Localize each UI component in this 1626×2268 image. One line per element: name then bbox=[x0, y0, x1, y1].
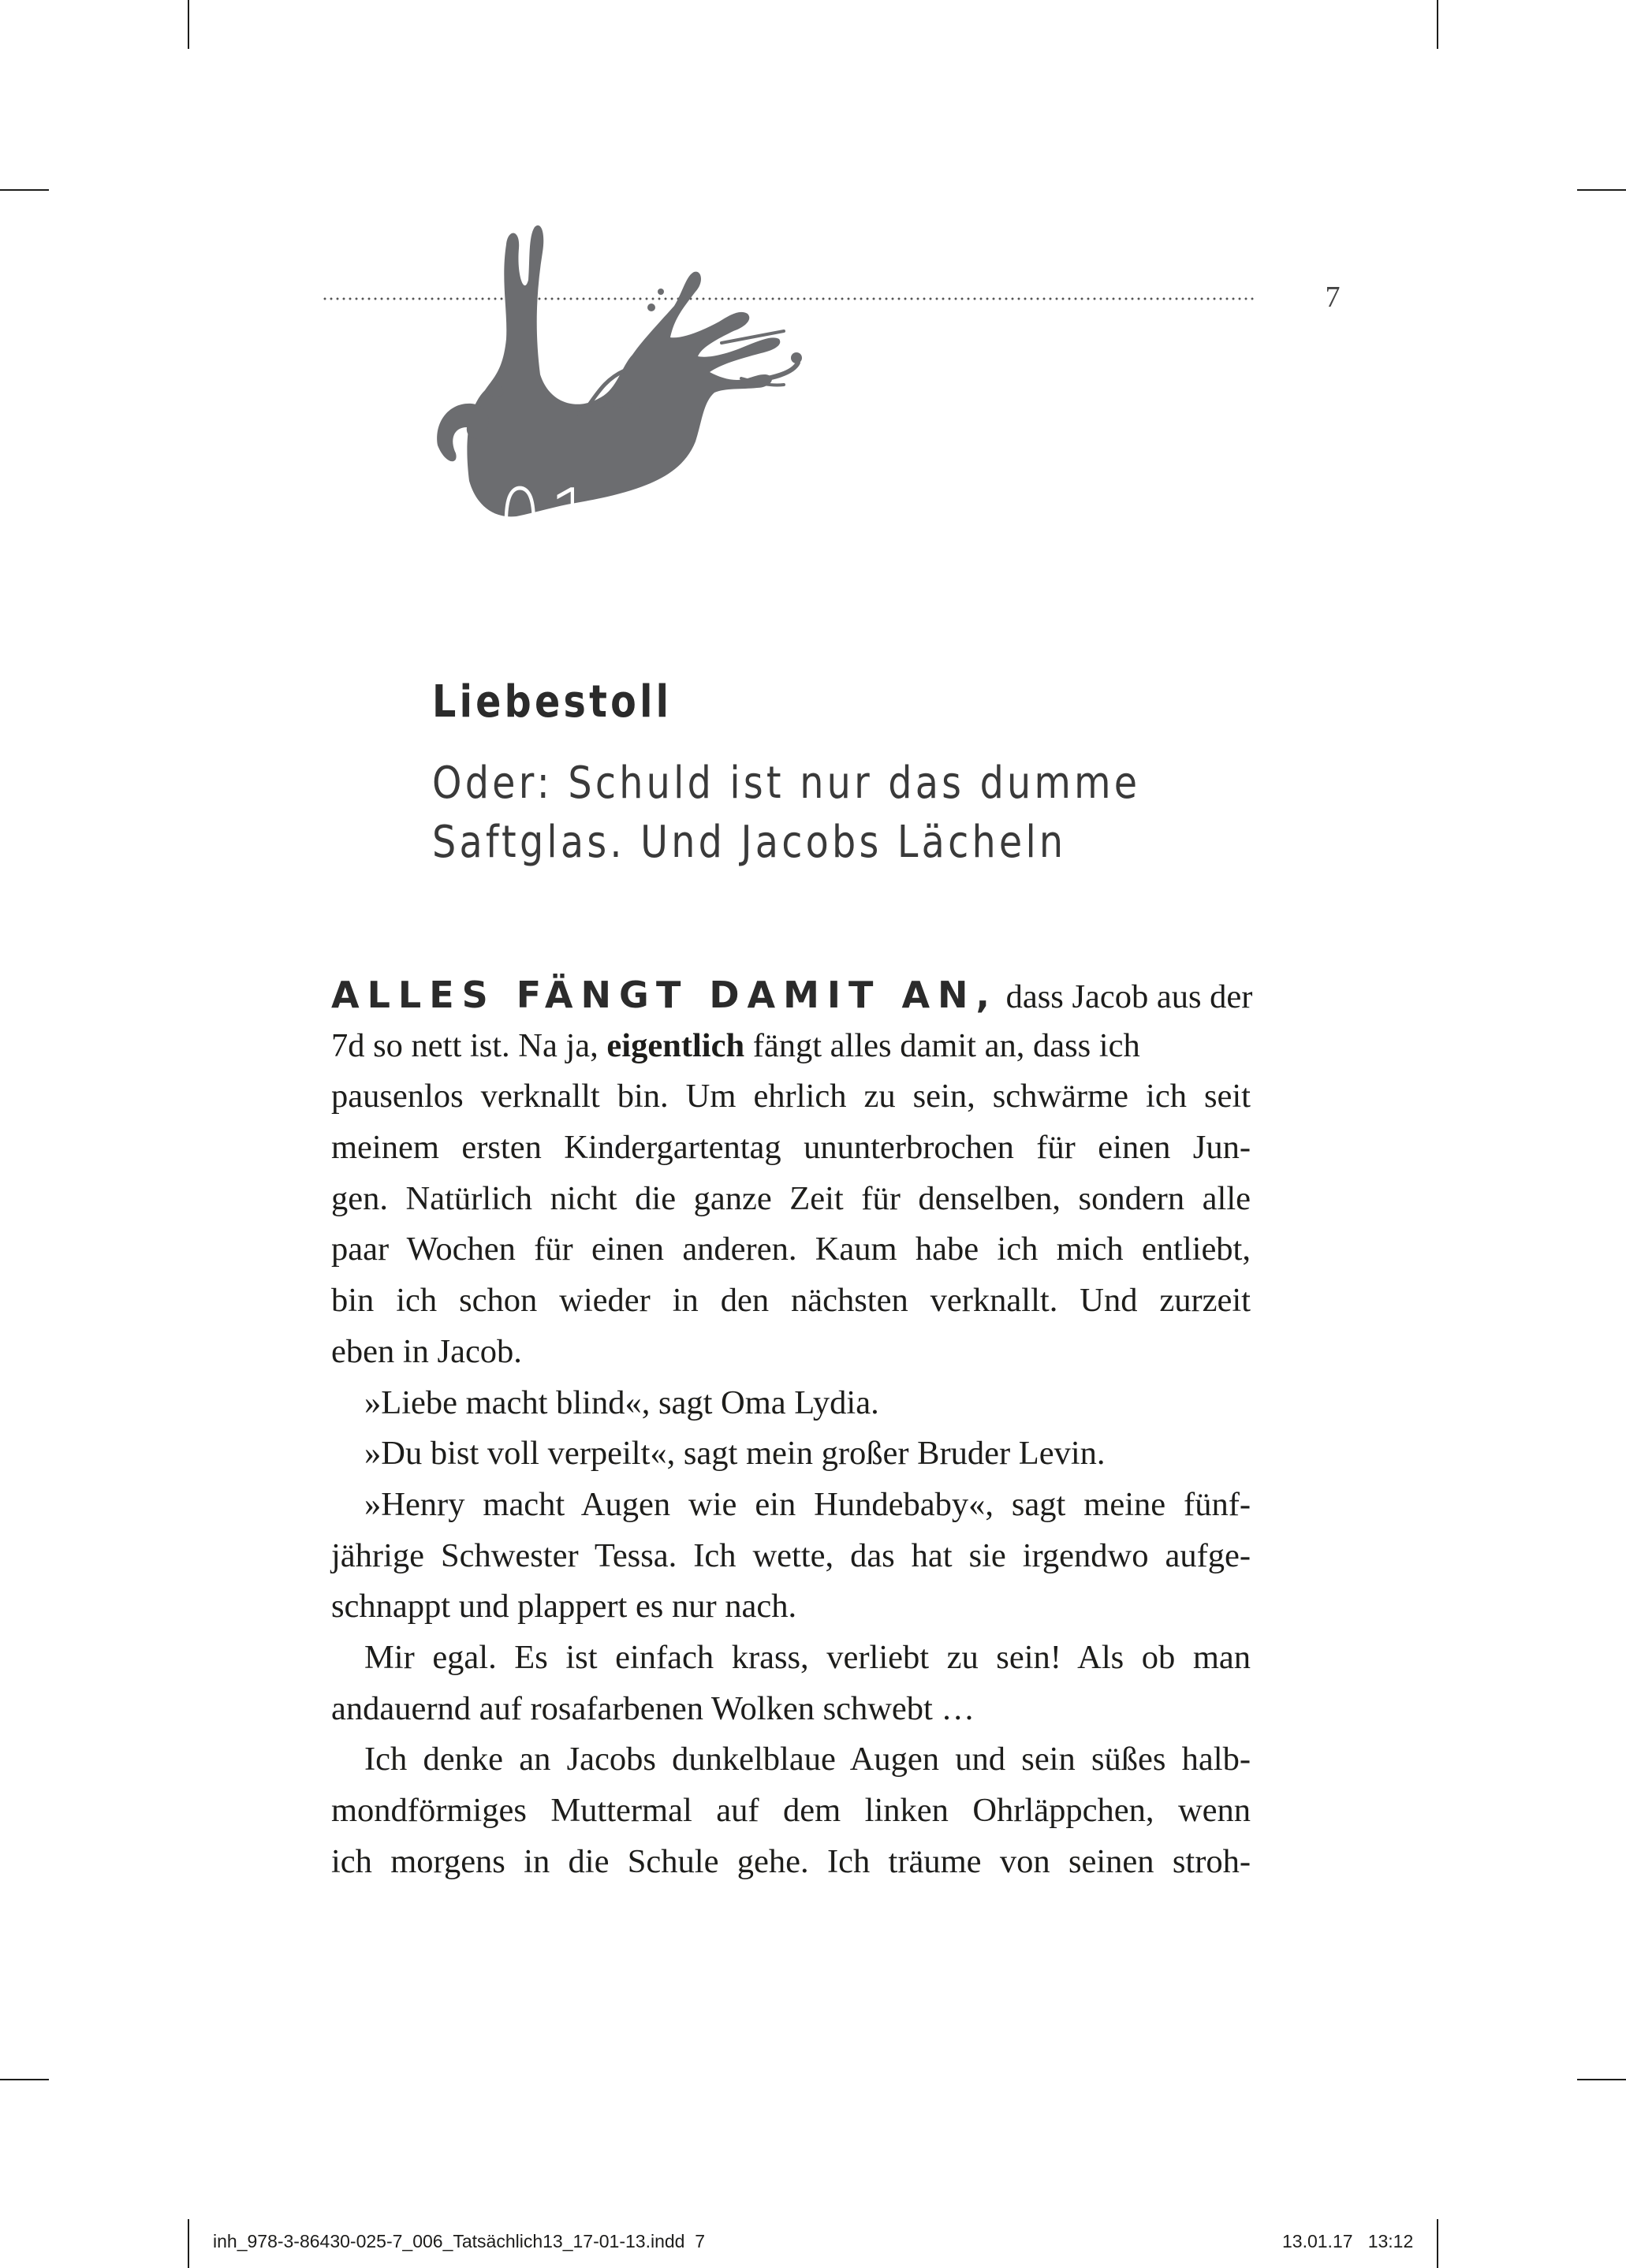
footer-timestamp bbox=[1282, 2231, 1413, 2252]
subtitle-line: Oder: Schuld ist nur das dumme bbox=[432, 758, 1141, 809]
text-line: schnappt und plappert es nur nach. bbox=[331, 1588, 797, 1626]
crop-mark-right-bottom bbox=[1577, 2079, 1626, 2080]
text-line: »Liebe macht blind«, sagt Oma Lydia. bbox=[364, 1384, 879, 1421]
footer-file-slug bbox=[213, 2231, 705, 2252]
crop-mark-left-bottom bbox=[0, 2079, 49, 2080]
footer-date: 13.01.17 bbox=[1282, 2231, 1353, 2251]
text-span: dass Jacob aus der bbox=[1005, 978, 1253, 1015]
chapter-title: Liebestoll bbox=[432, 676, 673, 728]
footer-filename: inh_978-3-86430-025-7_006_Tatsächlich13_17-01-13.indd bbox=[213, 2231, 685, 2251]
text-line: »Du bist voll verpeilt«, sagt mein großer Bruder Levin. bbox=[364, 1435, 1106, 1473]
bold-emphasis: eigentlich bbox=[606, 1026, 745, 1064]
chapter-subtitle bbox=[432, 754, 1140, 872]
ink-splat-graphic bbox=[410, 221, 804, 615]
crop-mark-bottom-left bbox=[188, 2219, 189, 2268]
subtitle-line: Saftglas. Und Jacobs Lächeln bbox=[432, 817, 1067, 868]
text-line: jährige Schwester Tessa. Ich wette, das hat sie irgendwo aufge- bbox=[331, 1536, 1251, 1574]
text-line: meinem ersten Kindergartentag ununterbrochen für einen Jun- bbox=[331, 1129, 1251, 1167]
text-span: fängt alles damit an, dass ich bbox=[752, 1026, 1140, 1064]
page-number: 7 bbox=[1325, 281, 1341, 314]
footer-time: 13:12 bbox=[1367, 2231, 1414, 2251]
text-line: eben in Jacob. bbox=[331, 1332, 522, 1370]
text-line bbox=[331, 970, 1251, 1021]
text-line: ich morgens in die Schule gehe. Ich träume von seinen stroh- bbox=[331, 1842, 1251, 1880]
text-span: 7d so nett ist. Na ja, bbox=[331, 1026, 599, 1064]
text-line: andauernd auf rosafarbenen Wolken schwebt … bbox=[331, 1689, 975, 1727]
crop-mark-right-top bbox=[1577, 189, 1626, 191]
text-line: »Henry macht Augen wie ein Hundebaby«, sagt meine fünf- bbox=[364, 1485, 1251, 1523]
text-line: Ich denke an Jacobs dunkelblaue Augen und sein süßes halb- bbox=[364, 1741, 1251, 1778]
crop-mark-top-right bbox=[1437, 0, 1438, 49]
text-line: Mir egal. Es ist einfach krass, verliebt zu sein! Als ob man bbox=[364, 1638, 1251, 1676]
text-line: paar Wochen für einen anderen. Kaum habe ich mich entliebt, bbox=[331, 1231, 1251, 1268]
text-line: gen. Natürlich nicht die ganze Zeit für denselben, sondern alle bbox=[331, 1179, 1251, 1217]
footer-page: 7 bbox=[695, 2231, 706, 2251]
crop-mark-top-left bbox=[188, 0, 189, 49]
text-line: bin ich schon wieder in den nächsten verknallt. Und zurzeit bbox=[331, 1282, 1251, 1320]
chapter-number: 01 bbox=[498, 470, 602, 579]
lead-in-caps: ALLES FÄNGT DAMIT AN, bbox=[331, 974, 998, 1016]
crop-mark-bottom-right bbox=[1437, 2219, 1438, 2268]
text-line: mondförmiges Muttermal auf dem linken Ohrläppchen, wenn bbox=[331, 1792, 1251, 1829]
text-line: pausenlos verknallt bin. Um ehrlich zu sein, schwärme ich seit bbox=[331, 1078, 1251, 1115]
body-text bbox=[331, 970, 1251, 1887]
text-line bbox=[331, 1021, 1251, 1072]
crop-mark-left-top bbox=[0, 189, 49, 191]
